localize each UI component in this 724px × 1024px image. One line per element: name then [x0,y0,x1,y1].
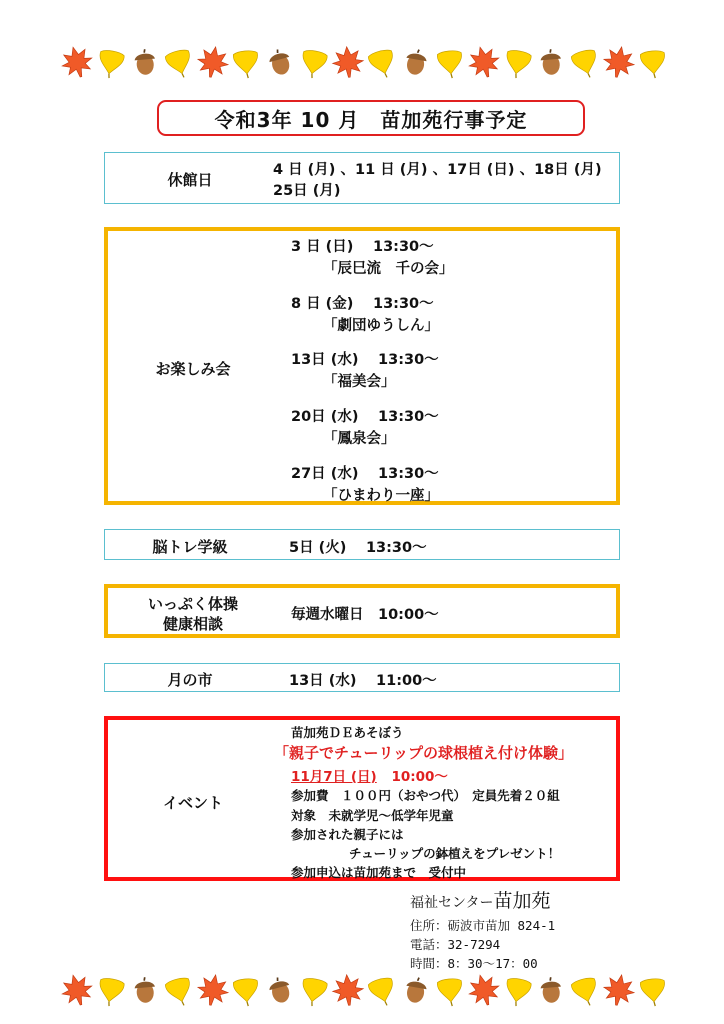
event-title: 苗加苑ＤＥあそぼう [291,725,404,740]
ginkgo-leaf-icon [158,969,200,1011]
ginkgo-leaf-icon [565,969,607,1011]
closed-days-label: 休館日 [167,171,213,189]
closed-days-line1: 4 日 (月) 、11 日 (月) 、17日 (日) 、18日 (月) [273,162,602,178]
exercise-value: 毎週水曜日 10:00～ [291,607,439,623]
event-label: イベント [162,794,223,812]
event-gift-1: 参加された親子には [291,827,404,842]
brain-training-value: 5日 (火) 13:30～ [289,540,427,556]
org-prefix: 福祉センター [410,895,494,911]
maple-leaf-icon [193,970,232,1009]
ent-group-1: 「辰巳流 千の会」 [323,261,454,277]
org-name-large: 苗加苑 [493,890,551,912]
top-leaf-border [60,45,670,85]
ginkgo-leaf-icon [158,41,200,83]
org-name [410,886,550,913]
maple-leaf-icon [600,42,639,81]
market-value: 13日 (水) 11:00～ [289,673,437,689]
event-date: 11月7日 (日) [291,769,377,785]
acorn-icon [396,970,435,1009]
ginkgo-leaf-icon [361,41,403,83]
ginkgo-leaf-icon [635,44,672,81]
ginkgo-leaf-icon [91,970,130,1009]
closed-days-line2: 25日 (月) [273,183,341,199]
org-phone: 電話：32-7294 [410,937,501,952]
ent-date-1: 3 日 (日) 13:30～ [291,239,434,255]
market-label: 月の市 [167,671,213,689]
event-target: 対象 未就学児～低学年児童 [291,808,454,823]
ginkgo-leaf-icon [635,972,672,1009]
bottom-leaf-border [60,973,670,1013]
maple-leaf-icon [56,41,98,83]
ginkgo-leaf-icon [295,970,334,1009]
ent-date-4: 20日 (水) 13:30～ [291,409,439,425]
acorn-icon [260,969,302,1011]
ent-date-2: 8 日 (金) 13:30～ [291,296,434,312]
ent-date-5: 27日 (水) 13:30～ [291,466,439,482]
ginkgo-leaf-icon [498,970,537,1009]
event-headline: 「親子でチューリップの球根植え付け体験」 [274,744,573,762]
ginkgo-leaf-icon [91,42,130,81]
ent-group-4: 「鳳泉会」 [323,431,396,447]
market-section [104,663,620,692]
maple-leaf-icon [463,969,505,1011]
org-hours: 時間：8：30～17：00 [410,956,538,971]
org-address: 住所：砺波市苗加 824-1 [410,918,556,933]
ent-group-2: 「劇団ゆうしん」 [323,318,439,334]
exercise-section [104,584,620,638]
ent-group-3: 「福美会」 [323,374,396,390]
maple-leaf-icon [463,41,505,83]
brain-training-label: 脳トレ学級 [152,538,228,556]
ginkgo-leaf-icon [361,969,403,1011]
page-title: 令和3年 10 月 苗加苑行事予定 [157,100,585,136]
exercise-label-1: いっぷく体操 [147,595,238,613]
event-fee: 参加費 １００円（おやつ代） 定員先着２０組 [291,788,560,803]
entertainment-section [104,227,620,505]
maple-leaf-icon [600,970,639,1009]
exercise-label-2: 健康相談 [162,615,223,633]
ginkgo-leaf-icon [565,41,607,83]
closed-days-section [104,152,620,204]
event-date-row [291,765,448,785]
acorn-icon [396,42,435,81]
ent-group-5: 「ひまわり一座」 [323,488,439,504]
event-section [104,716,620,881]
ent-date-3: 13日 (水) 13:30～ [291,352,439,368]
entertainment-label: お楽しみ会 [155,360,231,378]
event-time: 10:00～ [391,769,448,785]
event-apply: 参加申込は苗加苑まで 受付中 [291,865,467,880]
acorn-icon [260,41,302,83]
maple-leaf-icon [193,42,232,81]
event-gift-2: チューリップの鉢植えをプレゼント！ [349,846,561,861]
maple-leaf-icon [56,969,98,1011]
brain-training-section [104,529,620,560]
ginkgo-leaf-icon [498,42,537,81]
ginkgo-leaf-icon [295,42,334,81]
